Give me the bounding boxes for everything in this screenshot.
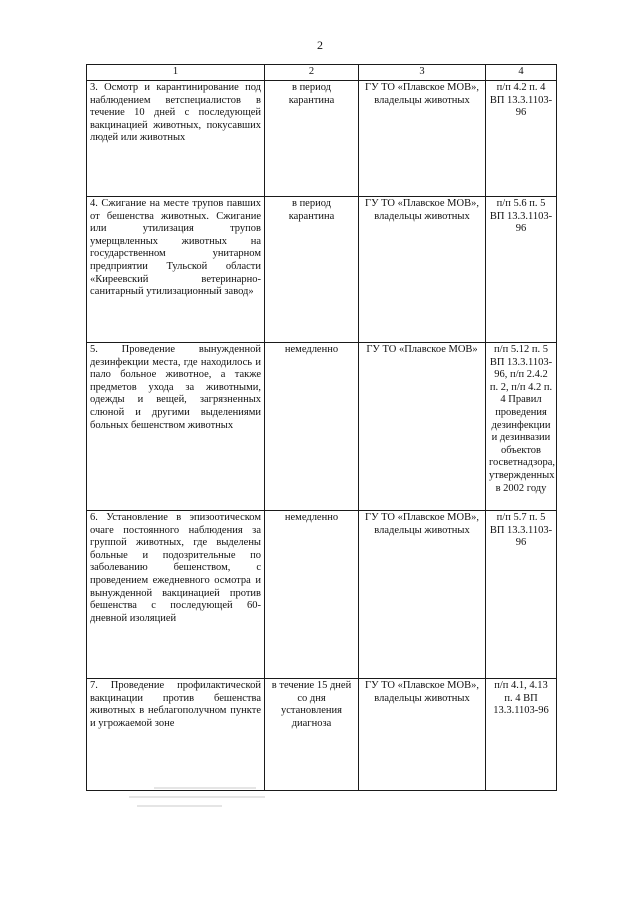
- column-number-4: 4: [486, 65, 557, 81]
- responsible-cell: ГУ ТО «Плавское МОВ», владельцы животных: [359, 511, 486, 679]
- basis-cell: п/п 5.12 п. 5 ВП 13.3.1103-96, п/п 2.4.2 п. 2, п/п 4.2 п. 4 Правил проведения дезинфекции и дезинвазии объектов госветнадзора, утвержденных в 2002 году: [486, 343, 557, 511]
- responsible-cell: ГУ ТО «Плавское МОВ»: [359, 343, 486, 511]
- measures-table: [86, 64, 557, 791]
- table-row: [87, 343, 557, 511]
- table-header-row: [87, 65, 557, 81]
- measure-cell: 7. Проведение профилактической вакцинации против бешенства животных в неблагополучном пункте и угрожаемой зоне: [87, 679, 265, 791]
- table-row: [87, 511, 557, 679]
- basis-cell: п/п 5.7 п. 5 ВП 13.3.1103-96: [486, 511, 557, 679]
- column-number-1: 1: [87, 65, 265, 81]
- measure-cell: 4. Сжигание на месте трупов павших от бешенства животных. Сжигание или утилизация трупов умерщвленных животных на государственном унитарном предприятии Тульской области «Киреевский ветеринарно-санитарный утилизационный завод»: [87, 197, 265, 343]
- measure-cell: 6. Установление в эпизоотическом очаге постоянного наблюдения за группой животных, где выделены больные и подозрительные по заболеванию бешенством, с проведением ежедневного осмотра и вынужденной вакцинацией против бешенства с последующей 60-дневной изоляцией: [87, 511, 265, 679]
- basis-cell: п/п 5.6 п. 5 ВП 13.3.1103-96: [486, 197, 557, 343]
- page-number: 2: [317, 38, 323, 52]
- table-row: [87, 679, 557, 791]
- responsible-cell: ГУ ТО «Плавское МОВ», владельцы животных: [359, 197, 486, 343]
- faded-stamp-mark: [120, 780, 290, 838]
- term-cell: в период карантина: [265, 81, 359, 197]
- column-number-3: 3: [359, 65, 486, 81]
- table-row: [87, 197, 557, 343]
- term-cell: в течение 15 дней со дня установления диагноза: [265, 679, 359, 791]
- term-cell: в период карантина: [265, 197, 359, 343]
- basis-cell: п/п 4.2 п. 4 ВП 13.3.1103-96: [486, 81, 557, 197]
- responsible-cell: ГУ ТО «Плавское МОВ», владельцы животных: [359, 679, 486, 791]
- term-cell: немедленно: [265, 511, 359, 679]
- measure-cell: 3. Осмотр и карантинирование под наблюдением ветспециалистов в течение 10 дней с последующей вакцинацией животных, покусавших людей или животных: [87, 81, 265, 197]
- table-row: [87, 81, 557, 197]
- column-number-2: 2: [265, 65, 359, 81]
- responsible-cell: ГУ ТО «Плавское МОВ», владельцы животных: [359, 81, 486, 197]
- basis-cell: п/п 4.1, 4.13 п. 4 ВП 13.3.1103-96: [486, 679, 557, 791]
- term-cell: немедленно: [265, 343, 359, 511]
- measure-cell: 5. Проведение вынужденной дезинфекции места, где находилось и пало больное животное, а также предметов ухода за животными, одежды и вещей, загрязненных слюной и другими выделениями больных бешенством животных: [87, 343, 265, 511]
